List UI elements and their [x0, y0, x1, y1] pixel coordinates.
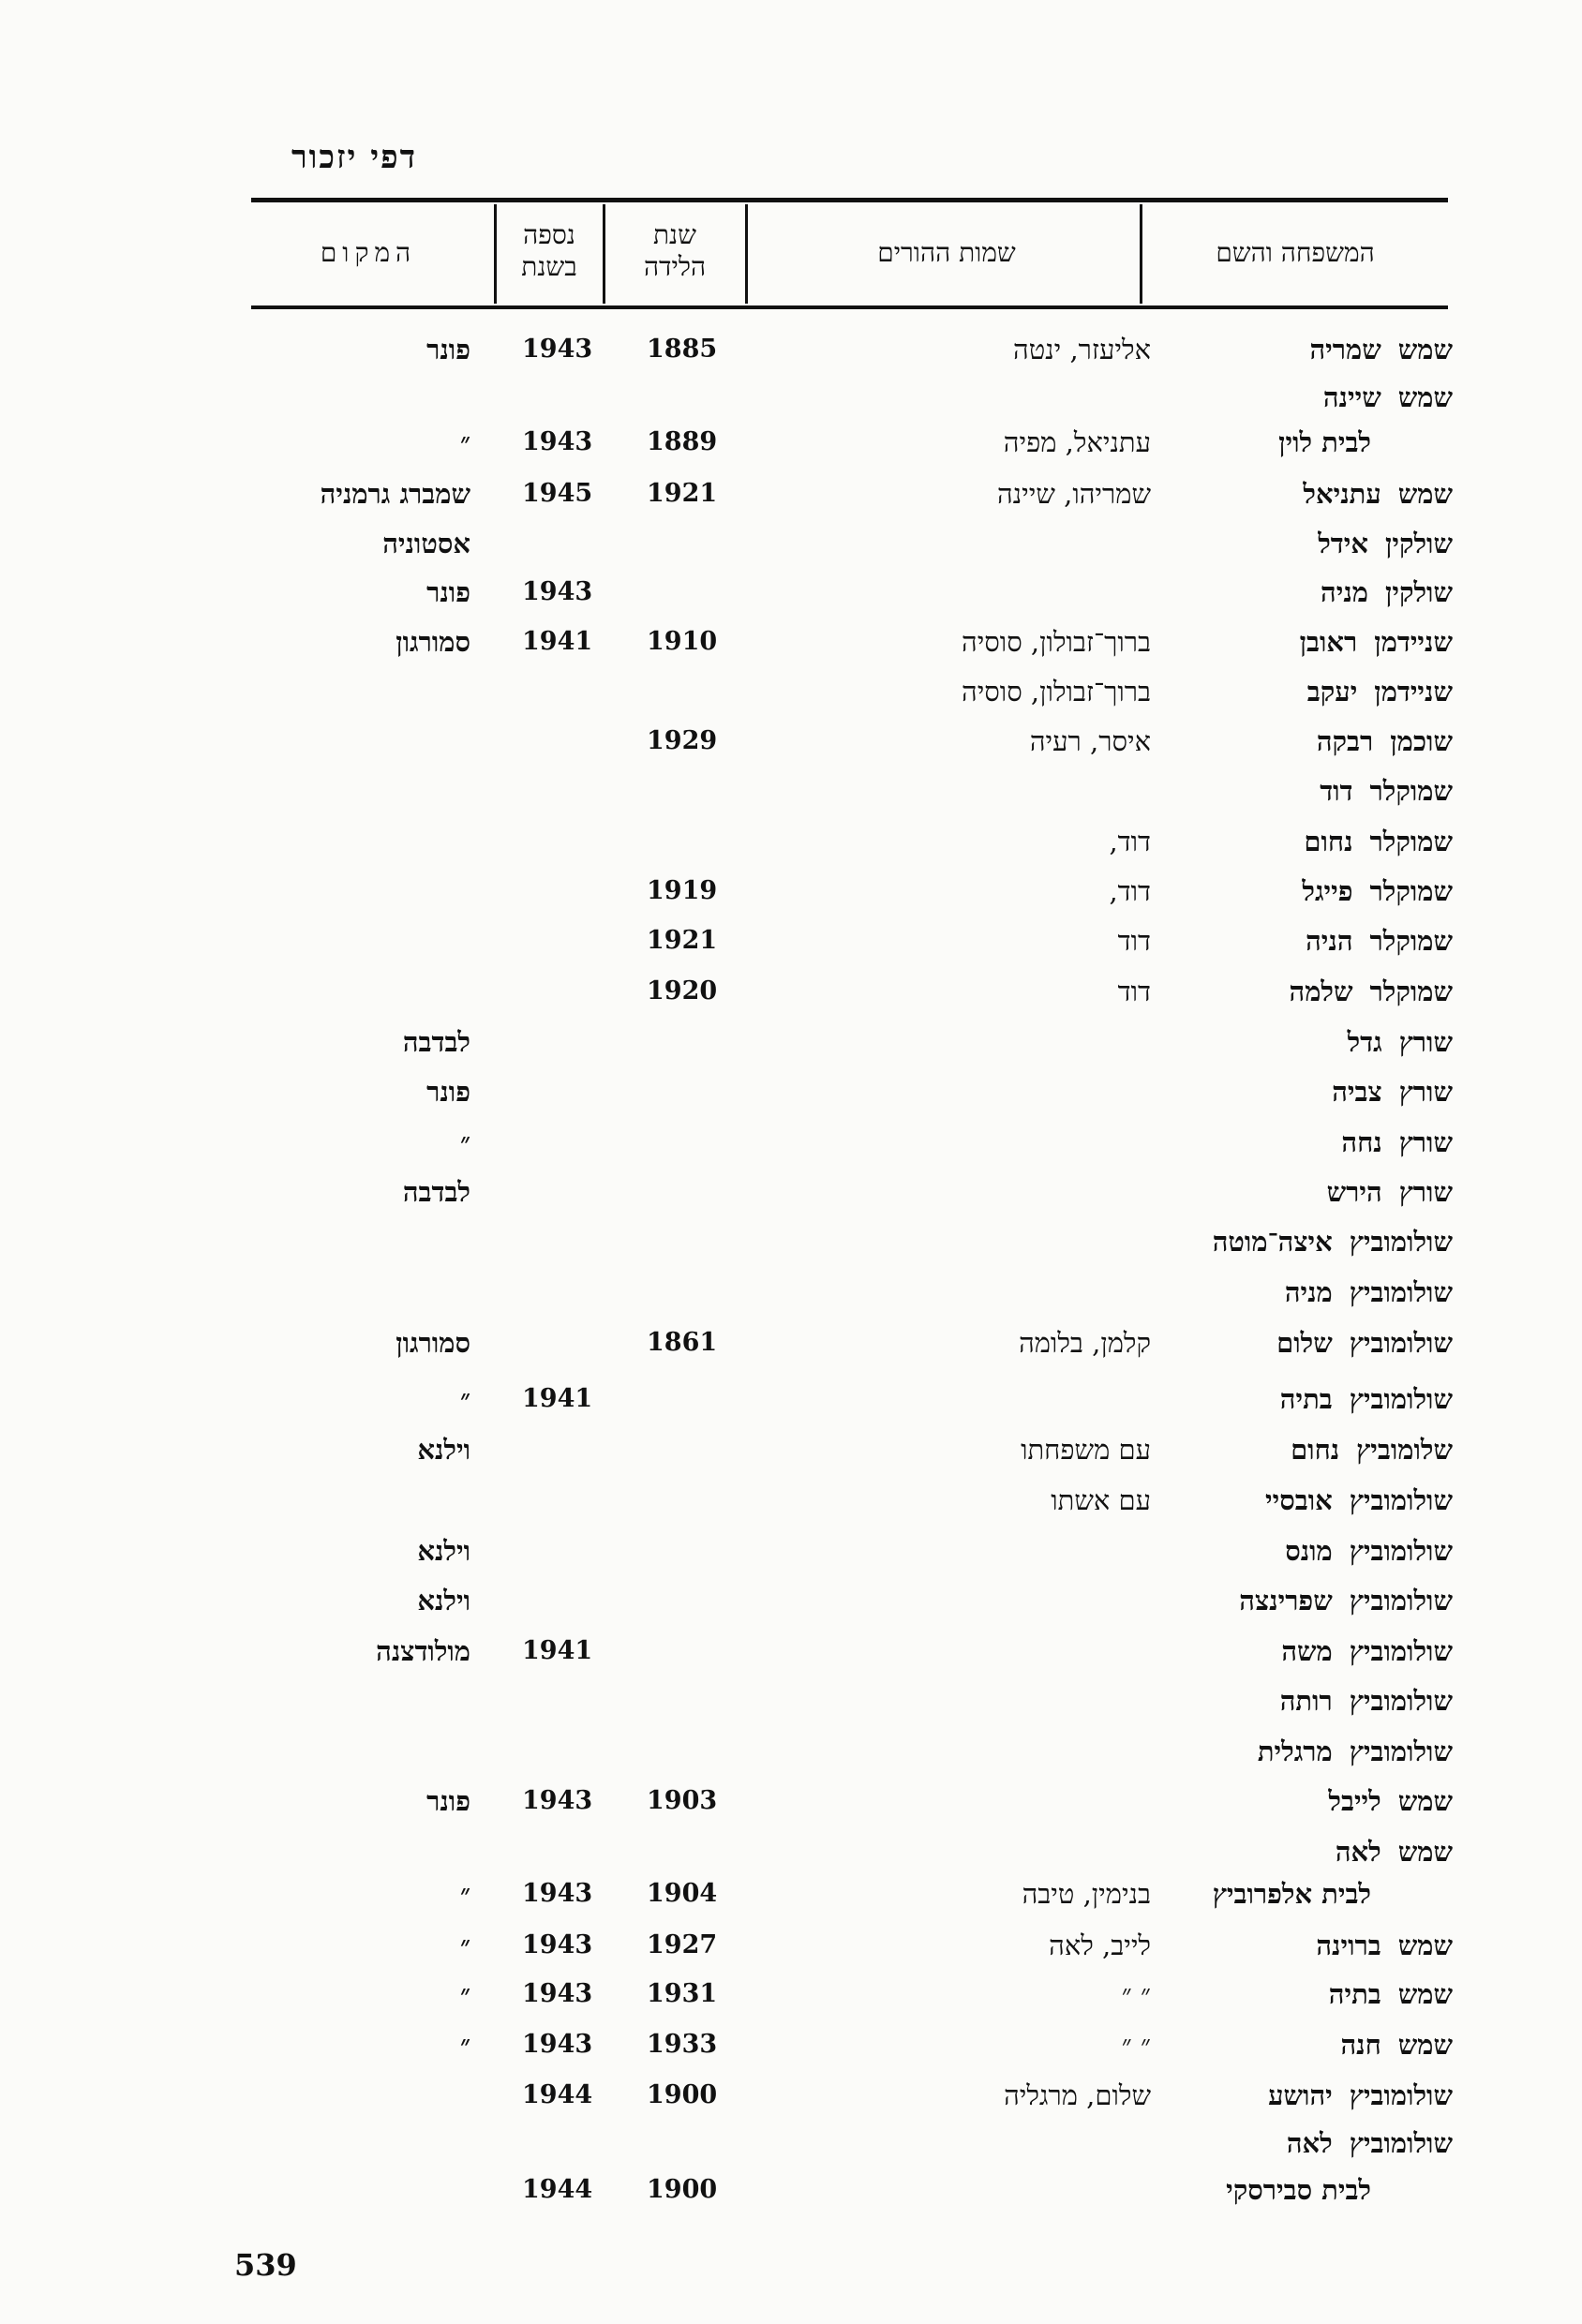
row-given-name: רותה: [1279, 1685, 1333, 1717]
row-place: פונר: [426, 1785, 470, 1817]
row-name: [1285, 1534, 1453, 1568]
row-given-name: פייגל: [1302, 875, 1353, 907]
row-surname: שולקין: [1384, 528, 1453, 559]
row-name: [1320, 774, 1453, 808]
row-place: לבדבה: [402, 1176, 470, 1208]
row-given-name: מניה: [1321, 576, 1368, 608]
row-birth-year: 1927: [647, 1930, 718, 1959]
row-given-name: יעקב: [1306, 676, 1358, 708]
row-name: [1287, 2126, 1453, 2160]
row-name: [1276, 1326, 1453, 1360]
header-birth-line2: הלידה: [643, 251, 707, 282]
row-surname: שניידמן: [1374, 626, 1453, 658]
row-death-year: 1941: [522, 627, 593, 656]
row-birth-year: 1919: [647, 876, 718, 905]
row-surname: שמוקלר: [1369, 976, 1453, 1007]
row-name: [1304, 825, 1453, 858]
table-header-rule: [251, 305, 1448, 309]
header-birth-line1: שנת: [652, 219, 696, 250]
row-surname: שמש: [1397, 1929, 1453, 1961]
row-parents: דוד: [1117, 976, 1151, 1007]
row-surname: שורץ: [1398, 1176, 1453, 1208]
row-name: [1329, 1977, 1453, 2011]
page-title: דפי יזכור: [291, 139, 417, 176]
row-given-name: לאה: [1335, 1836, 1381, 1868]
row-surname: שולומוביץ: [1349, 2079, 1453, 2111]
row-place: פונר: [426, 576, 470, 608]
row-surname: שולומוביץ: [1349, 1585, 1453, 1616]
row-given-name: איצה־מוטה: [1212, 1226, 1333, 1258]
row-surname: שולומוביץ: [1349, 1226, 1453, 1258]
row-surname: שמש: [1397, 2029, 1453, 2061]
row-name: [1317, 724, 1453, 758]
row-place: לבדבה: [402, 1026, 470, 1058]
row-name: [1340, 2028, 1453, 2062]
row-birth-year: 1929: [647, 726, 718, 755]
row-place: שמברג גרמניה: [320, 478, 470, 510]
row-given-name: מניה: [1284, 1276, 1333, 1308]
row-name: [1332, 1075, 1453, 1109]
row-given-name: הירש: [1326, 1176, 1382, 1208]
column-divider: [603, 204, 605, 304]
row-name: [1258, 1735, 1453, 1768]
row-surname: שולומוביץ: [1349, 1276, 1453, 1308]
row-surname: שולומוביץ: [1349, 1736, 1453, 1767]
row-place: ״: [459, 1878, 470, 1910]
row-surname: שמוקלר: [1369, 775, 1453, 807]
row-given-name: לייבל: [1328, 1785, 1381, 1817]
row-birth-year: 1921: [647, 479, 718, 508]
row-surname: שמש: [1397, 381, 1453, 413]
row-given-name: נחום: [1304, 826, 1353, 857]
row-given-name: רבקה: [1316, 725, 1374, 757]
row-parents: ברוך־זבולון, סוסיה: [962, 676, 1151, 708]
row-name: [1239, 1584, 1453, 1617]
row-given-name: ראובן: [1299, 626, 1358, 658]
row-name: [1300, 625, 1453, 659]
row-place: סמורגון: [396, 1327, 470, 1359]
row-surname: שמוקלר: [1369, 925, 1453, 957]
row-parents: ״ ״: [1121, 1978, 1151, 2010]
header-died-line1: נספה: [523, 219, 575, 250]
row-maiden-name: לבית סבירסקי: [1226, 2174, 1371, 2206]
row-death-year: 1943: [522, 1879, 593, 1908]
row-death-year: 1944: [522, 2080, 593, 2109]
row-surname: שוכמן: [1390, 725, 1453, 757]
row-name: [1290, 975, 1453, 1008]
row-surname: שולומוביץ: [1349, 1535, 1453, 1567]
row-surname: שולומוביץ: [1349, 1327, 1453, 1359]
row-given-name: שלום: [1276, 1327, 1333, 1359]
row-death-year: 1944: [522, 2175, 593, 2204]
row-given-name: שלמה: [1289, 976, 1353, 1007]
row-name: [1341, 1125, 1453, 1159]
row-birth-year: 1903: [647, 1786, 718, 1815]
row-surname: שמש: [1397, 334, 1453, 365]
row-given-name: דוד: [1320, 775, 1353, 807]
row-name: [1309, 333, 1453, 366]
row-parents: דוד: [1117, 925, 1151, 957]
row-place: סמורגון: [396, 626, 470, 658]
row-death-year: 1943: [522, 335, 593, 364]
row-death-year: 1943: [522, 1979, 593, 2008]
row-given-name: שפרינצה: [1239, 1585, 1333, 1616]
row-name: [1336, 1835, 1453, 1869]
row-place: ״: [459, 1383, 470, 1415]
row-parents: קלמן, בלומה: [1019, 1327, 1151, 1359]
row-surname: שולומוביץ: [1349, 1635, 1453, 1667]
row-birth-year: 1889: [647, 427, 718, 456]
row-birth-year: 1900: [647, 2175, 718, 2204]
row-place: ״: [459, 1978, 470, 2010]
row-birth-year: 1921: [647, 926, 718, 955]
row-name: [1306, 924, 1453, 958]
row-given-name: נחום: [1291, 1434, 1340, 1466]
row-surname: שולקין: [1384, 576, 1453, 608]
row-birth-year: 1920: [647, 976, 718, 1006]
row-birth-year: 1861: [647, 1328, 718, 1357]
row-surname: שמש: [1397, 1785, 1453, 1817]
row-place: מולודצנה: [376, 1635, 470, 1667]
row-name: [1328, 1784, 1453, 1818]
row-parents: ברוך־זבולון, סוסיה: [962, 626, 1151, 658]
row-name: [1316, 1929, 1453, 1962]
row-surname: שולומוביץ: [1349, 1484, 1453, 1516]
page-number: 539: [234, 2247, 297, 2283]
row-parents: דוד,: [1109, 826, 1151, 857]
header-place-column: המקום: [320, 237, 417, 268]
row-name: [1323, 380, 1453, 414]
row-place: ״: [459, 2029, 470, 2061]
row-parents: אליעזר, ינטה: [1013, 334, 1151, 365]
row-given-name: לאה: [1286, 2127, 1333, 2159]
row-place: וילנא: [417, 1585, 470, 1616]
row-name: [1280, 1684, 1453, 1718]
row-parents: דוד,: [1109, 875, 1151, 907]
row-death-year: 1943: [522, 577, 593, 606]
row-name: [1265, 1483, 1453, 1517]
row-birth-year: 1931: [647, 1979, 718, 2008]
row-surname: שורץ: [1398, 1126, 1453, 1158]
row-birth-year: 1900: [647, 2080, 718, 2109]
row-parents: עם אשתו: [1051, 1484, 1151, 1516]
column-divider: [494, 204, 497, 304]
row-place: אסטוניה: [382, 528, 470, 559]
row-given-name: גדל: [1347, 1026, 1382, 1058]
row-place: ״: [459, 1929, 470, 1961]
row-place: ״: [459, 1126, 470, 1158]
header-died-column: [501, 219, 597, 283]
row-given-name: מרגלית: [1257, 1736, 1333, 1767]
row-birth-year: 1910: [647, 627, 718, 656]
row-name: [1281, 1634, 1453, 1668]
row-given-name: נחה: [1341, 1126, 1382, 1158]
row-name: [1348, 1025, 1453, 1059]
row-surname: שלומוביץ: [1356, 1434, 1453, 1466]
row-parents: עם משפחתו: [1021, 1434, 1151, 1466]
row-parents: שלום, מרגליה: [1004, 2079, 1151, 2111]
row-parents: שמריהו, שיינה: [997, 478, 1151, 510]
row-name: [1307, 675, 1453, 708]
row-parents: לייב, לאה: [1049, 1929, 1151, 1961]
row-death-year: 1945: [522, 479, 593, 508]
row-place: ״: [459, 426, 470, 458]
row-given-name: משה: [1281, 1635, 1333, 1667]
row-death-year: 1941: [522, 1384, 593, 1413]
row-given-name: מונס: [1285, 1535, 1333, 1567]
table-top-rule: [251, 198, 1448, 202]
row-given-name: בתיה: [1279, 1383, 1333, 1415]
header-parents-column: שמות ההורים: [877, 237, 1016, 268]
row-given-name: חנה: [1340, 2029, 1381, 2061]
row-name: [1285, 1275, 1453, 1309]
row-place: וילנא: [417, 1535, 470, 1567]
row-given-name: אידל: [1318, 528, 1368, 559]
row-place: וילנא: [417, 1434, 470, 1466]
row-parents: עתניאל, מפיה: [1003, 426, 1151, 458]
row-place: פונר: [426, 334, 470, 365]
row-given-name: אובסיי: [1265, 1484, 1333, 1516]
header-birth-column: [614, 219, 736, 283]
row-surname: שולומוביץ: [1349, 1383, 1453, 1415]
header-died-line2: בשנת: [521, 251, 577, 282]
row-name: [1327, 1175, 1453, 1209]
row-death-year: 1943: [522, 1786, 593, 1815]
row-death-year: 1943: [522, 2030, 593, 2059]
row-maiden-name: לבית לוין: [1278, 426, 1371, 458]
row-surname: שורץ: [1398, 1026, 1453, 1058]
row-parents: בנימין, טיבה: [1022, 1878, 1151, 1910]
row-given-name: הניה: [1306, 925, 1353, 957]
row-parents: ״ ״: [1121, 2029, 1151, 2061]
row-given-name: ברוינה: [1316, 1929, 1381, 1961]
row-name: [1268, 2078, 1453, 2112]
row-name: [1303, 477, 1453, 511]
row-surname: שמוקלר: [1369, 826, 1453, 857]
row-surname: שמש: [1397, 478, 1453, 510]
row-surname: שמוקלר: [1369, 875, 1453, 907]
row-birth-year: 1885: [647, 335, 718, 364]
row-place: פונר: [426, 1076, 470, 1108]
row-birth-year: 1904: [647, 1879, 718, 1908]
row-name: [1213, 1225, 1453, 1259]
row-name: [1318, 527, 1453, 560]
row-name: [1280, 1382, 1453, 1416]
row-death-year: 1943: [522, 1930, 593, 1959]
row-given-name: יהושע: [1268, 2079, 1333, 2111]
row-death-year: 1943: [522, 427, 593, 456]
row-surname: שמש: [1397, 1836, 1453, 1868]
row-given-name: צביה: [1332, 1076, 1382, 1108]
row-birth-year: 1933: [647, 2030, 718, 2059]
row-given-name: עתניאל: [1303, 478, 1381, 510]
row-name: [1291, 1433, 1453, 1467]
row-parents: איסר, רעיה: [1029, 725, 1151, 757]
row-surname: שולומוביץ: [1349, 1685, 1453, 1717]
row-given-name: שיינה: [1322, 381, 1381, 413]
row-maiden-name: לבית אלפרוביץ: [1212, 1878, 1371, 1910]
row-name: [1321, 575, 1453, 609]
row-surname: שורץ: [1398, 1076, 1453, 1108]
row-surname: שניידמן: [1374, 676, 1453, 708]
row-surname: שמש: [1397, 1978, 1453, 2010]
header-name-column: המשפחה והשם: [1216, 237, 1375, 268]
row-given-name: שמריה: [1309, 334, 1381, 365]
row-name: [1302, 874, 1453, 908]
row-death-year: 1941: [522, 1636, 593, 1665]
row-given-name: בתיה: [1328, 1978, 1381, 2010]
column-divider: [1140, 204, 1142, 304]
row-surname: שולומוביץ: [1349, 2127, 1453, 2159]
column-divider: [745, 204, 748, 304]
